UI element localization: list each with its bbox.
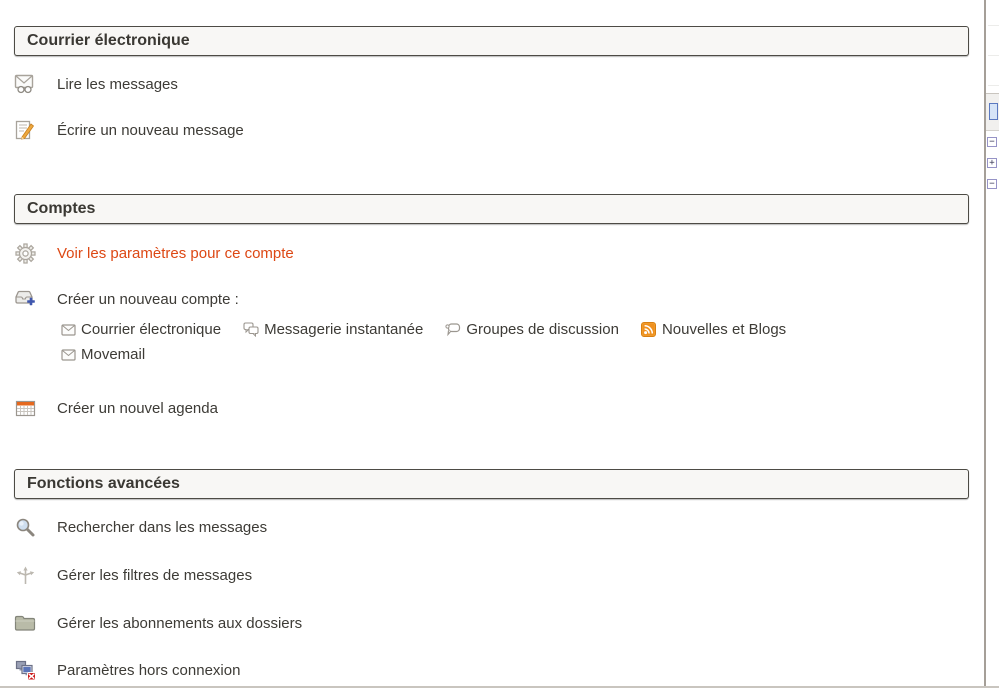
view-settings-label: Voir les paramètres pour ce compte [57,244,294,262]
new-chat-account-link[interactable] [243,321,423,338]
strip-row-divider [988,55,999,56]
view-settings-link[interactable] [13,242,294,264]
create-calendar-link[interactable] [13,397,218,419]
strip-row-divider [988,25,999,26]
mail-icon [60,322,76,337]
calendar-icon [13,397,37,419]
filters-icon [13,564,37,586]
read-messages-link[interactable] [13,73,178,95]
section-header-mail [14,26,969,56]
chat-icon [243,322,259,337]
offline-settings-link[interactable] [13,659,240,681]
new-chat-account-label: Messagerie instantanée [264,321,424,338]
new-feed-account-label: Nouvelles et Blogs [661,321,787,338]
offline-settings-label: Paramètres hors connexion [57,661,241,679]
folder-icon [13,612,37,634]
strip-row-divider [988,85,999,86]
account-type-links-row1 [60,321,786,338]
new-mail-account-label: Courrier électronique [81,321,222,338]
mail-icon [60,347,76,362]
section-header-advanced [14,469,969,499]
feed-icon [641,322,657,337]
gear-icon [13,242,37,264]
new-mail-account-link[interactable] [60,321,221,338]
message-filters-label: Gérer les filtres de messages [57,566,253,584]
search-messages-label: Rechercher dans les messages [57,518,268,536]
new-newsgroup-account-label: Groupes de discussion [466,321,619,338]
tree-expander-icon[interactable]: + [987,158,997,168]
section-title: Comptes [27,200,96,217]
newsgroup-icon [445,322,461,337]
section-header-accounts [14,194,969,224]
folder-subscriptions-link[interactable] [13,612,302,634]
tree-expander-icon[interactable]: − [987,179,997,189]
search-icon [13,516,37,538]
compose-message-link[interactable] [13,119,244,141]
read-messages-label: Lire les messages [57,75,178,93]
create-account-label-row [13,288,239,310]
section-title: Fonctions avancées [27,475,180,492]
read-messages-icon [13,73,37,95]
folder-subscriptions-label: Gérer les abonnements aux dossiers [57,614,303,632]
message-filters-link[interactable] [13,564,252,586]
compose-message-icon [13,119,37,141]
offline-icon [13,659,37,681]
folder-pane-icon[interactable] [989,103,998,120]
section-title: Courrier électronique [27,32,190,49]
search-messages-link[interactable] [13,516,267,538]
pane-bottom-border [0,686,999,688]
new-feed-account-link[interactable] [641,321,786,338]
new-movemail-account-label: Movemail [81,346,146,363]
account-type-links-row2 [60,346,145,363]
new-movemail-account-link[interactable] [60,346,145,363]
adjacent-panel-sliver [986,0,999,686]
strip-toolbar-band [986,93,999,131]
compose-message-label: Écrire un nouveau message [57,121,244,139]
create-account-label: Créer un nouveau compte : [57,290,239,308]
new-newsgroup-account-link[interactable] [445,321,619,338]
tree-expander-icon[interactable]: − [987,137,997,147]
create-calendar-label: Créer un nouvel agenda [57,399,218,417]
new-account-icon [13,288,37,310]
